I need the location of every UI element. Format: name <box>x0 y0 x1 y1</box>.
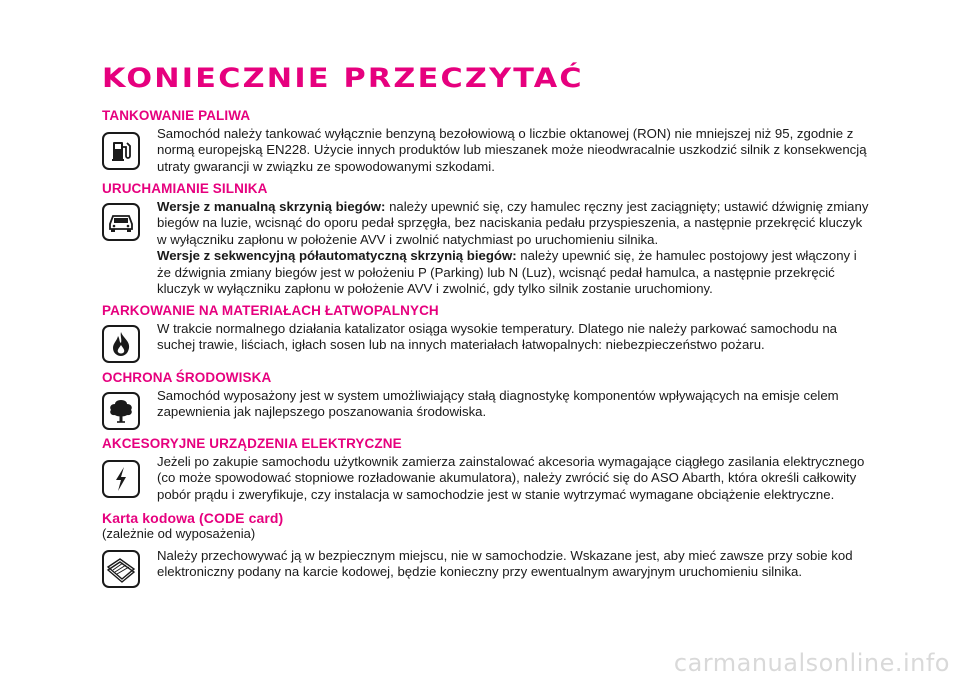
tree-icon <box>102 392 140 430</box>
section-text: Samochód należy tankować wyłącznie benzyną bezołowiową o liczbie oktanowej (RON) nie mniejszej niż 95, zgodnie z normą europejską EN228. Użycie innych produktów lub mieszanek może nieodwracalnie uszkodzić silnik z konsekwencją utraty gwarancji w związku ze spowodowanymi szkodami. <box>157 126 867 174</box>
section-heading: TANKOWANIE PALIWA <box>102 108 251 123</box>
section-code-card <box>102 510 872 588</box>
section-text <box>157 199 872 297</box>
auto-version-label: Wersje z sekwencyjną półautomatyczną skrzynią biegów: <box>157 248 517 264</box>
section-heading: URUCHAMIANIE SILNIKA <box>102 181 268 196</box>
auto-version-text: należy upewnić się, że hamulec postojowy jest włączony i że dźwignia zmiany biegów jest w położeniu P (Parking) lub N (Luz), wcisnąć pedał hamulca, a następnie przekręcić kluczyk w wyłączniku zapłonu w położenie AVV i zwolnić, gdy tylko silnik zostanie uruchomiony. <box>157 248 857 297</box>
section-parking <box>102 303 872 361</box>
manual-version-label: Wersje z manualną skrzynią biegów: <box>157 199 386 214</box>
car-icon <box>102 203 140 241</box>
section-engine-start <box>102 181 872 297</box>
section-fuel <box>102 108 872 175</box>
equipment-note: (zależnie od wyposażenia) <box>102 526 256 541</box>
section-heading: Karta kodowa (CODE card) <box>102 510 284 526</box>
section-heading: AKCESORYJNE URZĄDZENIA ELEKTRYCZNE <box>102 436 402 451</box>
section-text: Należy przechowywać ją w bezpiecznym miejscu, nie w samochodzie. Wskazane jest, aby mieć zawsze przy sobie kod elektroniczny podany na karcie kodowej, będzie konieczny przy ewentualnym awaryjnym uruchomieniu silnika. <box>157 548 853 580</box>
section-heading: OCHRONA ŚRODOWISKA <box>102 370 272 385</box>
section-environment <box>102 370 872 428</box>
manual-version-text: należy upewnić się, czy hamulec ręczny jest zaciągnięty; ustawić dźwignię zmiany biegów na luzie, wcisnąć do oporu pedał sprzęgła, bez naciskania pedału przyspieszenia, a następnie przekręcić kluczyk w wyłączniku zapłonu w położenie AVV i zwolnić natychmiast po uruchomieniu silnika. <box>157 199 869 247</box>
section-heading: PARKOWANIE NA MATERIAŁACH ŁATWOPALNYCH <box>102 303 439 318</box>
flame-icon <box>102 325 140 363</box>
code-card-icon <box>102 550 140 588</box>
section-text: W trakcie normalnego działania katalizator osiąga wysokie temperatury. Dlatego nie należy parkować samochodu na suchej trawie, liściach, igłach sosen lub na innych materiałach łatwopalnych: niebezpieczeństwo pożaru. <box>157 321 837 353</box>
watermark: carmanualsonline.info <box>673 649 950 677</box>
section-electrical <box>102 436 872 503</box>
section-text: Samochód wyposażony jest w system umożliwiający stałą diagnostykę komponentów wpływających na emisje celem zapewnienia jak najlepszego poszanowania środowiska. <box>157 388 839 420</box>
fuel-pump-icon <box>102 132 140 170</box>
lightning-icon <box>102 460 140 498</box>
section-text: Jeżeli po zakupie samochodu użytkownik zamierza zainstalować akcesoria wymagające ciągłego zasilania elektrycznego (co może spowodować stopniowe rozładowanie akumulatora), należy zwrócić się do ASO Abarth, która określi całkowity pobór prądu i zweryfikuje, czy instalacja w samochodzie jest w stanie wytrzymać wymagane obciążenie elektryczne. <box>157 454 865 502</box>
page-title: KONIECZNIE PRZECZYTAĆ <box>102 63 584 94</box>
